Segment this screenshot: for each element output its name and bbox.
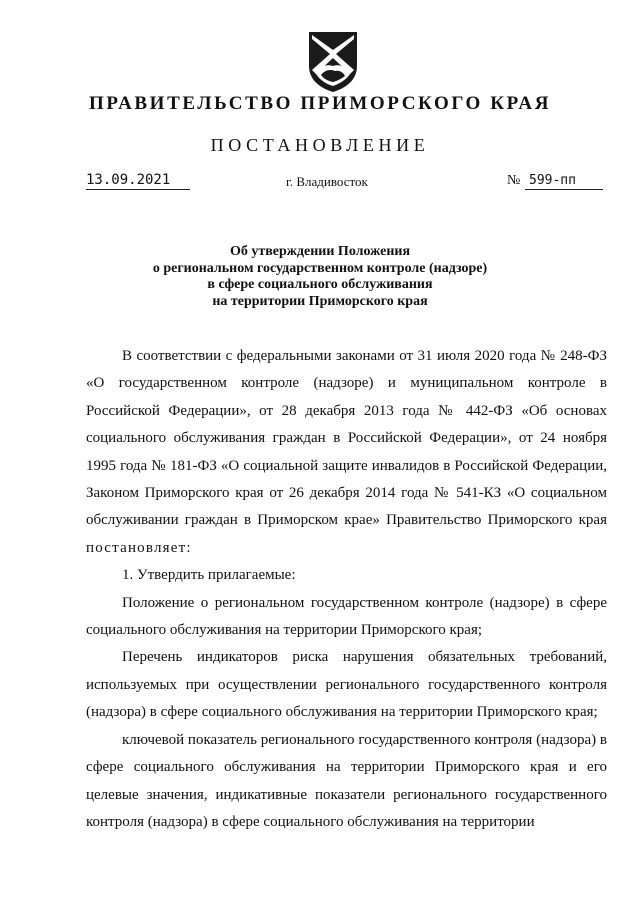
coat-of-arms-icon (306, 30, 360, 94)
paragraph-item-1: 1. Утвердить прилагаемые: (122, 567, 296, 584)
paragraph-key-indicator: ключевой показатель регионального государственного контроля (надзора) в сфере социального обслуживания на территории Приморского края и его целевые значения, индикативные показатели регионального государственного контроля (надзора) в сфере социального обслуживания на территории (86, 731, 607, 830)
document-date: 13.09.2021 (86, 172, 190, 190)
government-name: ПРАВИТЕЛЬСТВО ПРИМОРСКОГО КРАЯ (88, 93, 552, 114)
title-line: о региональном государственном контроле (надзоре) (152, 260, 488, 276)
resolves-word: постановляет: (86, 539, 192, 556)
title-line: на территории Приморского края (212, 293, 428, 309)
document-number (507, 172, 603, 190)
document-title (0, 244, 640, 310)
paragraph-regulation: Положение о региональном государственном контроле (надзоре) в сфере социального обслуживания на территории Приморского края; (86, 594, 607, 639)
document-type: ПОСТАНОВЛЕНИЕ (210, 135, 430, 155)
document-city: г. Владивосток (286, 174, 368, 189)
document-body (86, 343, 607, 836)
title-line: Об утверждении Положения (229, 244, 411, 259)
number-sign: № (507, 173, 521, 188)
paragraph-risk-indicators: Перечень индикаторов риска нарушения обязательных требований, используемых при осуществлении регионального государственного контроля (надзора) в сфере социального обслуживания на территории Приморского края; (86, 649, 607, 721)
preamble-text: В соответствии с федеральными законами от 31 июля 2020 года № 248-ФЗ «О государственном контроле (надзоре) и муниципальном контроле в Российской Федерации», от 28 декабря 2013 года № 442-ФЗ «Об основах социального обслуживания граждан в Российской Федерации», от 24 ноября 1995 года № 181-ФЗ «О социальной защите инвалидов в Российской Федерации, Законом Приморского края от 26 декабря 2014 года № 541-КЗ «О социальном обслуживании граждан в Приморском крае» Правительство Приморского края (86, 348, 607, 529)
title-line: в сфере социального обслуживания (207, 277, 433, 292)
paragraph-preamble (86, 343, 607, 562)
number-value: 599-пп (525, 172, 603, 190)
